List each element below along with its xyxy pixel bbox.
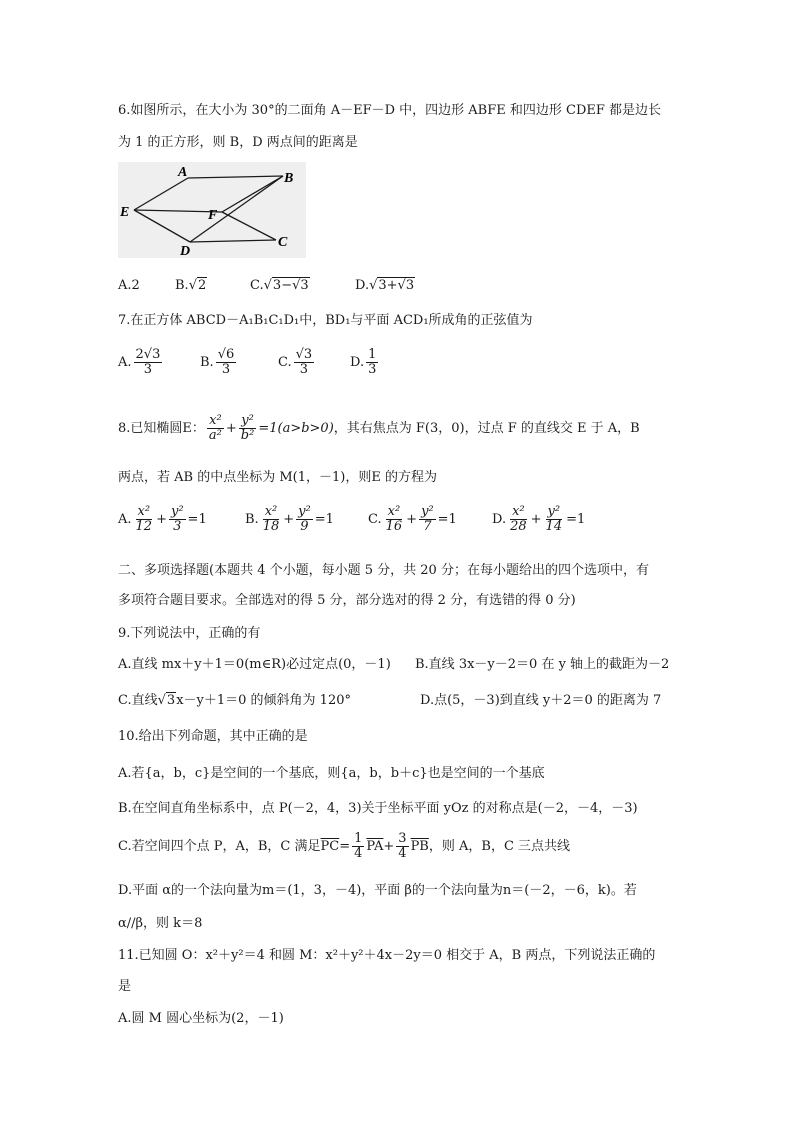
q10-frac2-den: 4 bbox=[398, 846, 407, 861]
q7-option-b-label: B. bbox=[200, 355, 214, 370]
q8-stem-line2: 两点，若 AB 的中点坐标为 M(1，－1)，则E 的方程为 bbox=[118, 470, 437, 485]
q7-option-b-den: 3 bbox=[221, 362, 231, 377]
fig-label-A: A bbox=[178, 165, 188, 180]
q7-option-d-num: 1 bbox=[368, 347, 377, 362]
q9-option-a: A.直线 mx＋y＋1＝0(m∈R)必过定点(0，－1) bbox=[118, 657, 391, 672]
q8-option-c bbox=[368, 505, 457, 534]
q10-frac1-num: 1 bbox=[354, 831, 363, 846]
q7-option-a bbox=[118, 348, 164, 377]
q7-option-c bbox=[278, 348, 316, 377]
q7-option-d-label: D. bbox=[350, 355, 365, 370]
q8-c-eq: =1 bbox=[437, 512, 457, 527]
q8-b-eq: =1 bbox=[314, 512, 334, 527]
q6-stem-line2: 为 1 的正方形，则 B，D 两点间的距离是 bbox=[118, 135, 358, 150]
q8-d-eq: =1 bbox=[566, 512, 586, 527]
q6-option-d-radicand: 3+√3 bbox=[378, 278, 415, 293]
q8-c-d1: 16 bbox=[385, 519, 403, 534]
q8-d-d1: 28 bbox=[510, 519, 527, 534]
q8-a-y2: y² bbox=[170, 504, 184, 519]
section2-heading-line1: 二、多项选择题(本题共 4 个小题，每小题 5 分，共 20 分；在每小题给出的四个选项中，有 bbox=[118, 563, 649, 578]
q8-b-d1: 18 bbox=[262, 519, 280, 534]
fig-label-B: B bbox=[284, 171, 294, 186]
q8-d-x2: x² bbox=[512, 504, 525, 519]
q6-option-c: C.√3−√3 bbox=[250, 278, 309, 293]
q10-option-c-suffix: ，则 A，B，C 三点共线 bbox=[428, 839, 571, 854]
q8-option-a-label: A. bbox=[118, 512, 132, 527]
fig-label-E: E bbox=[120, 205, 130, 220]
q8-c-plus: + bbox=[406, 512, 418, 527]
q8-a-d1: 12 bbox=[135, 519, 153, 534]
q6-option-b-radicand: 2 bbox=[197, 278, 207, 293]
q8-stem-prefix: 8.已知椭圆E： bbox=[118, 421, 205, 436]
q8-option-a bbox=[118, 505, 207, 534]
q8-d-plus: + bbox=[530, 512, 542, 527]
q8-option-b-label: B. bbox=[245, 512, 259, 527]
q11-stem-line1: 11.已知圆 O：x²＋y²＝4 和圆 M：x²＋y²＋4x－2y＝0 相交于 A，B 两点，下列说法正确的 bbox=[118, 948, 656, 963]
q6-option-b: B.√2 bbox=[175, 278, 207, 293]
q10-vector-pa: $\overline{PA}$ bbox=[366, 839, 384, 854]
q8-eq-tail: =1(a>b>0) bbox=[258, 421, 334, 436]
q10-option-d-line1: D.平面 α的一个法向量为m＝(1，3，－4)，平面 β的一个法向量为n＝(－2，－6，k)。若 bbox=[118, 883, 637, 898]
q6-option-a: A.2 bbox=[118, 278, 140, 293]
q9-option-d: D.点(5，－3)到直线 y＋2＝0 的距离为 7 bbox=[420, 693, 662, 708]
q8-a-x2: x² bbox=[137, 504, 151, 519]
q8-b-y2: y² bbox=[298, 504, 311, 519]
q6-option-b-label: B. bbox=[175, 278, 189, 293]
q9-option-c: C.直线√3x－y＋1＝0 的倾斜角为 120° bbox=[118, 693, 351, 708]
q6-option-c-label: C. bbox=[250, 278, 264, 293]
q6-option-d-label: D. bbox=[355, 278, 370, 293]
q10-vector-pc: $\overline{PC}$ bbox=[320, 839, 340, 854]
q6-figure bbox=[118, 162, 306, 258]
q7-stem: 7.在正方体 ABCD－A₁B₁C₁D₁中，BD₁与平面 ACD₁所成角的正弦值为 bbox=[118, 313, 533, 328]
q7-option-b-num: √6 bbox=[217, 347, 235, 362]
q10-option-b: B.在空间直角坐标系中，点 P(－2，4，3)关于坐标平面 yOz 的对称点是(－2，－4，－3) bbox=[118, 801, 638, 816]
q8-option-c-label: C. bbox=[368, 512, 382, 527]
q8-b-x2: x² bbox=[264, 504, 278, 519]
q8-b-d2: 9 bbox=[300, 519, 309, 534]
q8-c-d2: 7 bbox=[423, 519, 432, 534]
q7-option-d bbox=[350, 348, 380, 377]
q10-vector-pb: $\overline{PB}$ bbox=[410, 839, 429, 854]
q8-stem-suffix: ，其右焦点为 F(3，0)，过点 F 的直线交 E 于 A，B bbox=[333, 421, 640, 436]
q8-a-d2: 3 bbox=[173, 519, 182, 534]
q6-option-d: D.√3+√3 bbox=[355, 278, 415, 293]
q10-option-c-plus: + bbox=[383, 839, 395, 854]
q8-c-x2: x² bbox=[387, 504, 401, 519]
q10-option-c-eq: = bbox=[339, 839, 351, 854]
q7-option-c-num: √3 bbox=[295, 347, 313, 362]
q6-stem-line1: 6.如图所示，在大小为 30°的二面角 A－EF－D 中，四边形 ABFE 和四边形 CDEF 都是边长 bbox=[118, 103, 662, 118]
q8-option-d-label: D. bbox=[492, 512, 507, 527]
dihedral-angle-diagram bbox=[118, 162, 306, 258]
q7-option-c-label: C. bbox=[278, 355, 292, 370]
q8-stem: 8.已知椭圆E： $\frac{\text{x²}}{\text{a²}}$ + $\frac{\text{y²}}{\text{b²}}$ =1(a>b>0)，其右焦点为 F(3，0)，过点 F 的直线交 E 于 A，B bbox=[118, 413, 640, 443]
q8-eq-den2: b² bbox=[240, 428, 255, 443]
q8-a-plus: + bbox=[156, 512, 167, 527]
q10-frac2-num: 3 bbox=[398, 831, 407, 846]
q10-option-d-line2: α//β，则 k＝8 bbox=[118, 916, 203, 931]
q6-option-c-radicand: 3−√3 bbox=[272, 278, 309, 293]
q10-option-a: A.若{a，b，c}是空间的一个基底，则{a，b，b＋c}也是空间的一个基底 bbox=[118, 766, 545, 781]
fig-label-D: D bbox=[180, 244, 191, 258]
q8-option-b bbox=[245, 505, 334, 534]
fig-label-C: C bbox=[278, 235, 288, 250]
q8-b-plus: + bbox=[283, 512, 295, 527]
q8-eq-den1: a² bbox=[208, 428, 222, 443]
q8-option-d bbox=[492, 505, 585, 534]
q10-stem: 10.给出下列命题，其中正确的是 bbox=[118, 729, 308, 744]
q8-c-y2: y² bbox=[421, 504, 434, 519]
q7-option-a-num: 2√3 bbox=[135, 347, 161, 362]
q10-frac1-den: 4 bbox=[354, 846, 363, 861]
q7-option-d-den: 3 bbox=[368, 362, 377, 377]
q8-eq-num2: y² bbox=[241, 413, 254, 428]
q11-stem-line2: 是 bbox=[118, 979, 132, 994]
q8-eq-num1: x² bbox=[209, 413, 222, 428]
q8-d-y2: y² bbox=[547, 504, 561, 519]
q9-option-c-label: C.直线 bbox=[118, 693, 158, 708]
q7-option-b bbox=[200, 348, 238, 377]
q10-option-c bbox=[118, 832, 570, 861]
q9-option-c-suffix: x－y＋1＝0 的倾斜角为 120° bbox=[176, 693, 351, 708]
q10-option-c-prefix: C.若空间四个点 P，A，B，C 满足 bbox=[118, 839, 321, 854]
q8-a-eq: =1 bbox=[187, 512, 207, 527]
fig-label-F: F bbox=[208, 208, 218, 223]
q8-d-d2: 14 bbox=[545, 519, 563, 534]
q9-option-c-radicand: 3 bbox=[166, 693, 176, 708]
q9-option-b: B.直线 3x－y－2＝0 在 y 轴上的截距为－2 bbox=[415, 657, 670, 672]
q7-option-a-den: 3 bbox=[143, 362, 153, 377]
q7-option-c-den: 3 bbox=[299, 362, 309, 377]
q11-option-a: A.圆 M 圆心坐标为(2，－1) bbox=[118, 1011, 284, 1026]
q7-option-a-label: A. bbox=[118, 355, 132, 370]
section2-heading-line2: 多项符合题目要求。全部选对的得 5 分，部分选对的得 2 分，有选错的得 0 分) bbox=[118, 593, 576, 608]
q9-stem: 9.下列说法中，正确的有 bbox=[118, 626, 261, 641]
